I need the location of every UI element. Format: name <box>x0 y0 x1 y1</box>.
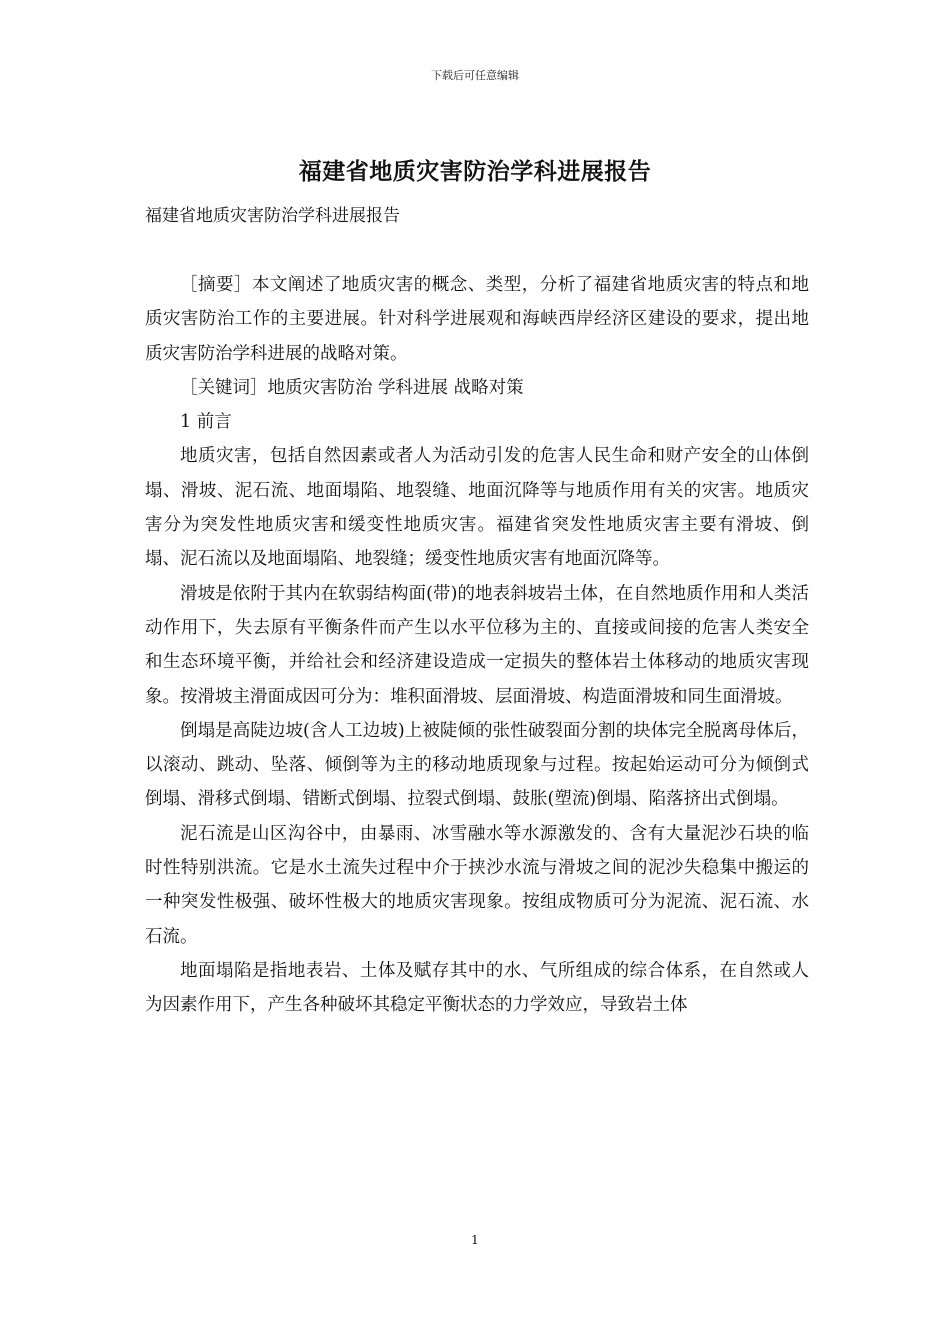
body-paragraph: 地质灾害，包括自然因素或者人为活动引发的危害人民生命和财产安全的山体倒塌、滑坡、泥石流、地面塌陷、地裂缝、地面沉降等与地质作用有关的灾害。地质灾害分为突发性地质灾害和缓变性地质灾害。福建省突发性地质灾害主要有滑坡、倒塌、泥石流以及地面塌陷、地裂缝；缓变性地质灾害有地面沉降等。 <box>145 446 809 570</box>
header-note: 下载后可任意编辑 <box>431 69 519 82</box>
page-number: 1 <box>471 1233 479 1247</box>
document-body <box>145 268 809 1023</box>
document-subtitle: 福建省地质灾害防治学科进展报告 <box>145 206 400 226</box>
document-title: 福建省地质灾害防治学科进展报告 <box>298 158 652 185</box>
body-paragraph: 泥石流是山区沟谷中，由暴雨、冰雪融水等水源激发的、含有大量泥沙石块的临时性特别洪流。它是水土流失过程中介于挟沙水流与滑坡之间的泥沙失稳集中搬运的一种突发性极强、破坏性极大的地质灾害现象。按组成物质可分为泥流、泥石流、水石流。 <box>145 823 809 947</box>
body-paragraph: 倒塌是高陡边坡(含人工边坡)上被陡倾的张性破裂面分割的块体完全脱离母体后，以滚动、跳动、坠落、倾倒等为主的移动地质现象与过程。按起始运动可分为倾倒式倒塌、滑移式倒塌、错断式倒塌、拉裂式倒塌、鼓胀(塑流)倒塌、陷落挤出式倒塌。 <box>145 720 809 810</box>
body-paragraph: 滑坡是依附于其内在软弱结构面(带)的地表斜坡岩土体，在自然地质作用和人类活动作用下，失去原有平衡条件而产生以水平位移为主的、直接或间接的危害人类安全和生态环境平衡，并给社会和经济建设造成一定损失的整体岩土体移动的地质灾害现象。按滑坡主滑面成因可分为：堆积面滑坡、层面滑坡、构造面滑坡和同生面滑坡。 <box>145 583 809 707</box>
keywords-paragraph: ［关键词］地质灾害防治 学科进展 战略对策 <box>180 377 524 398</box>
section-heading: 1 前言 <box>180 412 232 433</box>
body-paragraph: 地面塌陷是指地表岩、土体及赋存其中的水、气所组成的综合体系，在自然或人为因素作用下，产生各种破坏其稳定平衡状态的力学效应，导致岩土体 <box>145 960 809 1016</box>
abstract-paragraph: ［摘要］本文阐述了地质灾害的概念、类型，分析了福建省地质灾害的特点和地质灾害防治工作的主要进展。针对科学进展观和海峡西岸经济区建设的要求，提出地质灾害防治学科进展的战略对策。 <box>145 275 809 364</box>
